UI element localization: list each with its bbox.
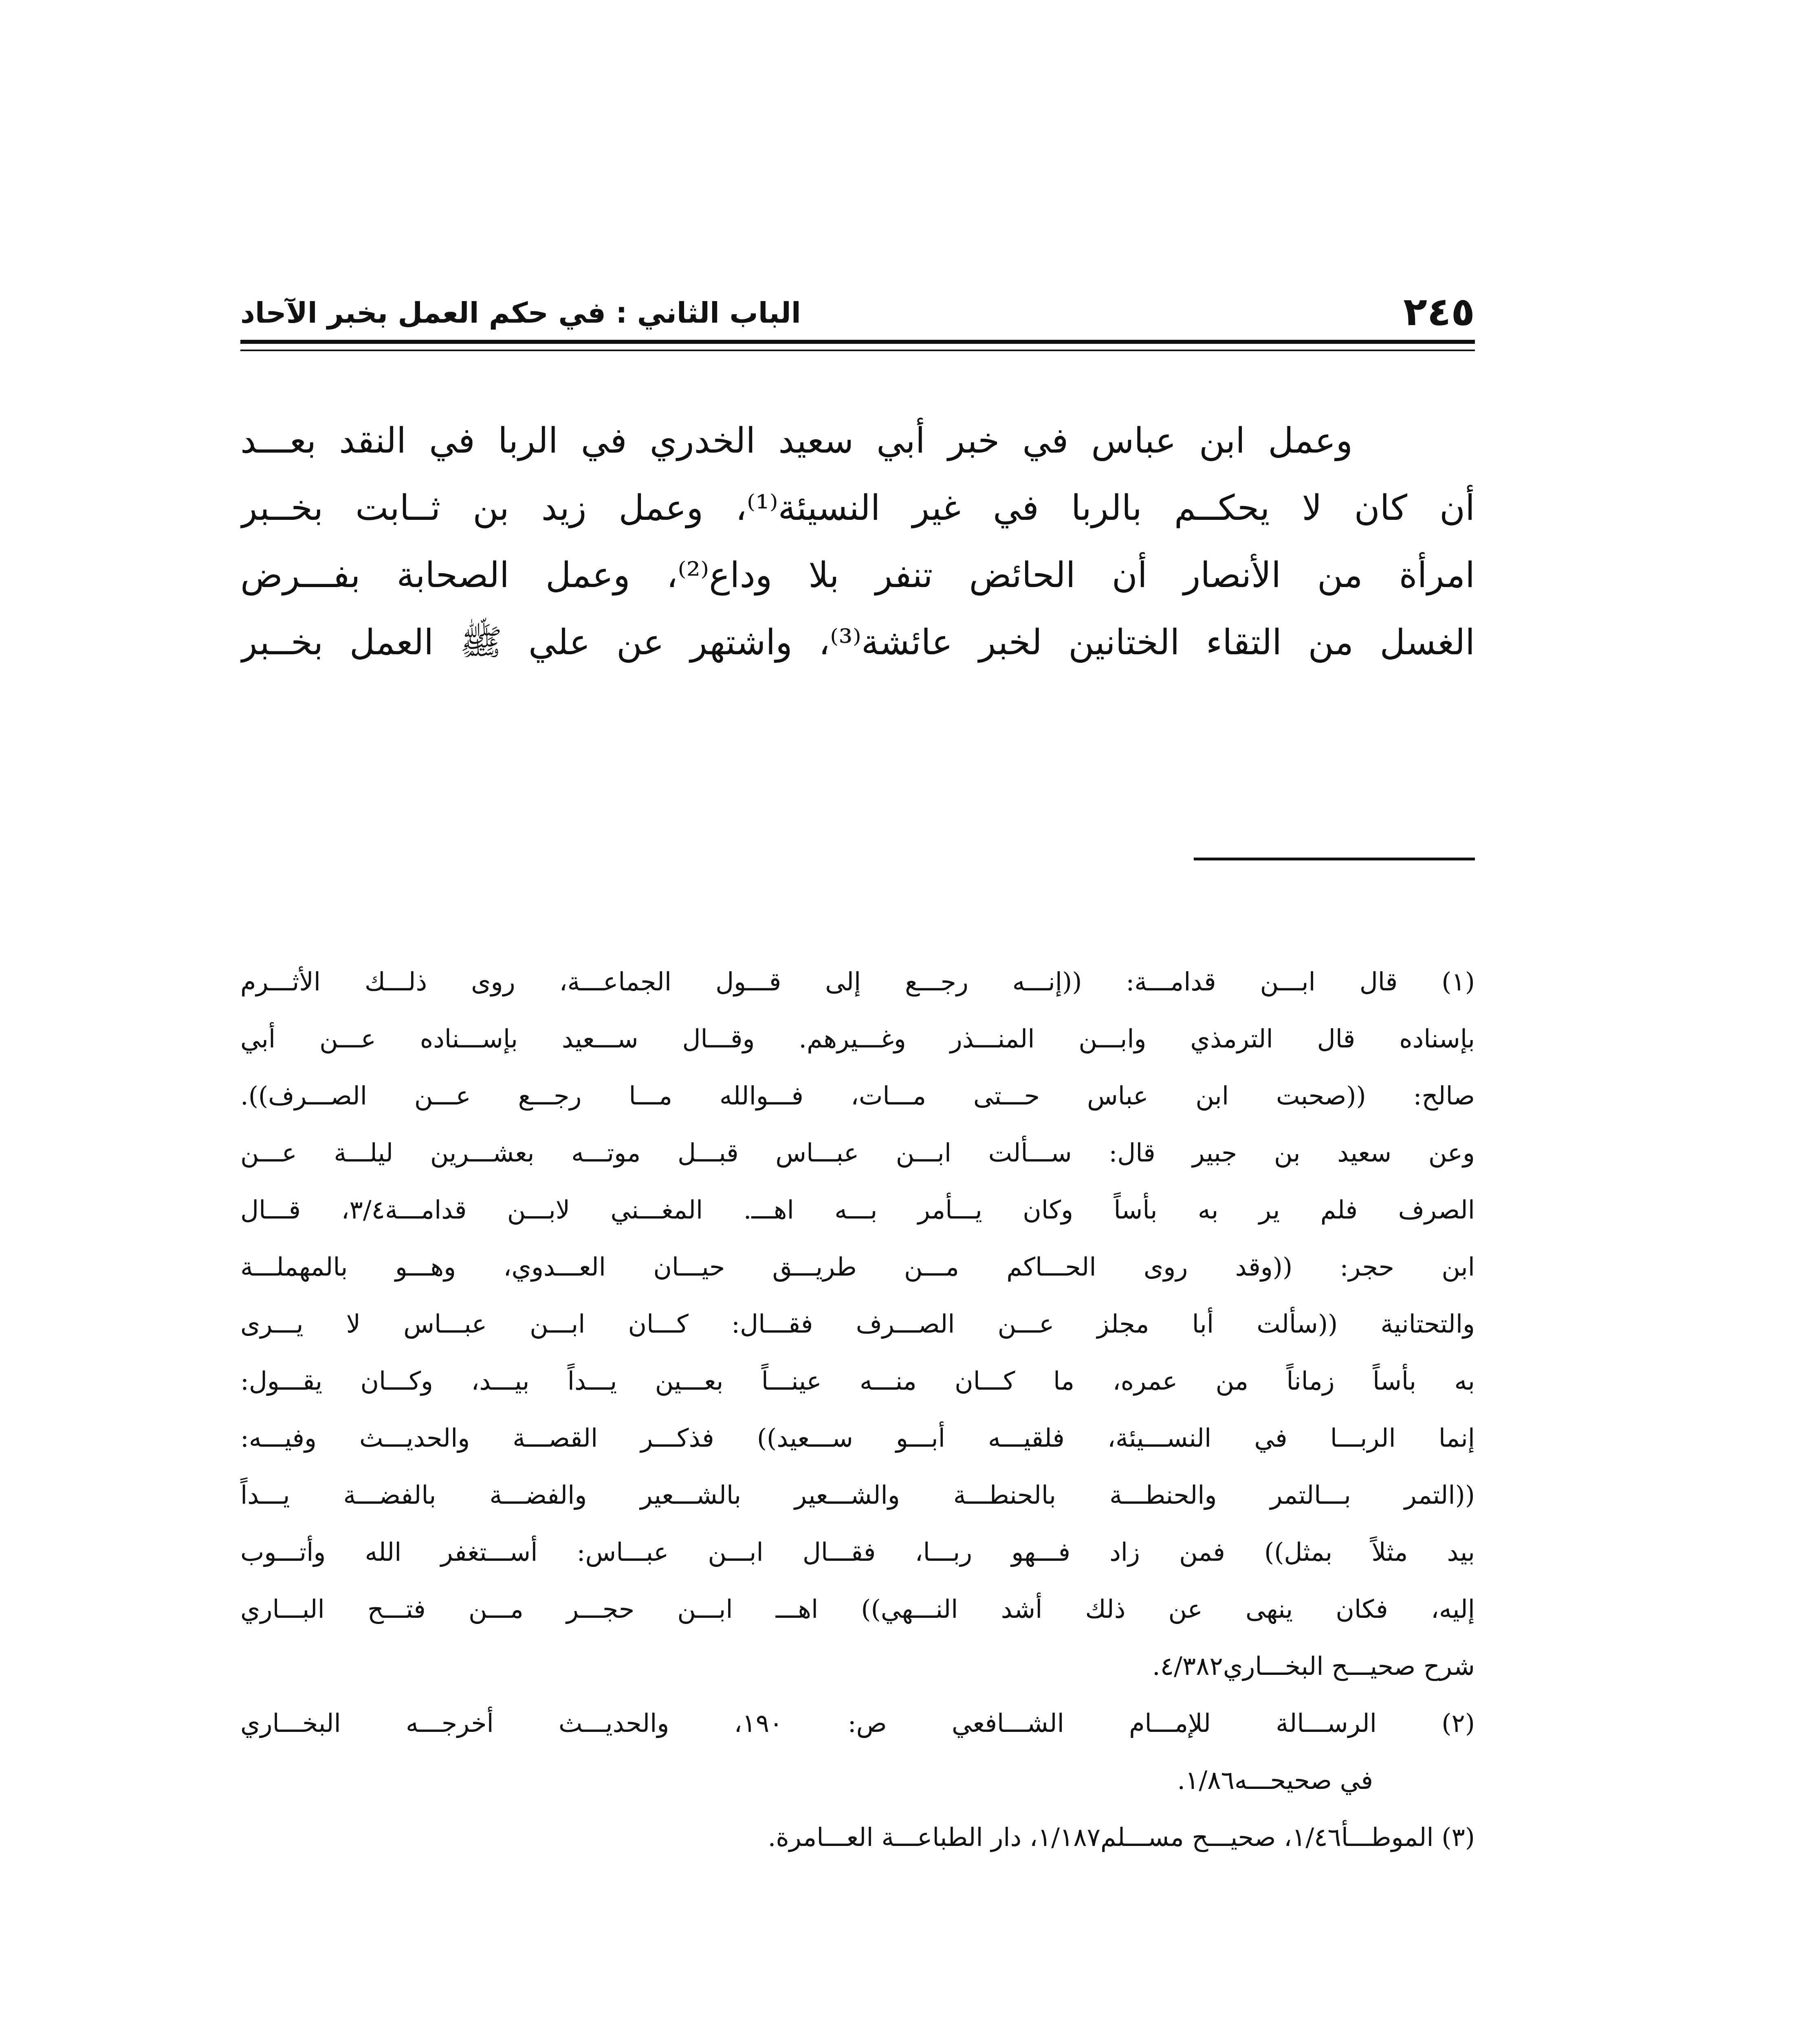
footnote-line: إليه، فكان ينهى عن ذلك أشد النـــهي)) اهـــ ابـــن حجـــر مـــن فتـــح البـــاري: [240, 1594, 1475, 1624]
footnote-line: في صحيحـــه١/٨٦.: [1177, 1765, 1373, 1795]
footnote-line: والتحتانية ((سألت أبا مجلز عـــن الصـــرف فقـــال: كـــان ابـــن عبـــاس لا يـــرى: [240, 1309, 1475, 1339]
running-head: الباب الثاني : في حكم العمل بخبر الآحاد: [240, 296, 801, 330]
main-text: [240, 407, 1475, 676]
footnote-line: (٢) الرســـالة للإمـــام الشـــافعي ص: ١٩٠، والحديـــث أخرجـــه البخـــاري: [240, 1708, 1475, 1738]
footnote-line: ((التمر بـــالتمر والحنطـــة بالحنطـــة والشـــعير بالشـــعير والفضـــة بالفضـــة يـــداً: [240, 1480, 1475, 1510]
footnote-line: به بأساً زماناً من عمره، ما كـــان منـــه عينـــاً بعـــين يـــداً بيـــد، وكـــان يقـــول:: [240, 1366, 1475, 1396]
footnote-separator: [1194, 858, 1475, 860]
footnote-line: (٣) الموطـــأ١/٤٦، صحيـــح مســـلم١/١٨٧، دار الطباعـــة العـــامرة.: [768, 1822, 1475, 1852]
main-line: امرأة من الأنصار أن الحائض تنفر بلا وداع⁽²⁾، وعمل الصحابة بفـــرض: [240, 555, 1475, 596]
footnote-line: الصرف فلم ير به بأساً وكان يـــأمر بـــه اهـــ. المغـــني لابـــن قدامـــة٣/٤، قـــال: [240, 1195, 1475, 1225]
footnote-line: بيد مثلاً بمثل)) فمن زاد فـــهو ربـــا، فقـــال ابـــن عبـــاس: أســـتغفر الله وأتـــوب: [240, 1537, 1475, 1567]
footnote-line: وعن سعيد بن جبير قال: ســـألت ابـــن عبـــاس قبـــل موتـــه بعشـــرين ليلـــة عـــن: [240, 1138, 1475, 1168]
page-number: ٢٤٥: [1403, 289, 1475, 334]
footnote-line: صالح: ((صحبت ابن عباس حـــتى مـــات، فـــوالله مـــا رجـــع عـــن الصـــرف)).: [240, 1081, 1475, 1111]
footnote-line: ابن حجر: ((وقد روى الحـــاكم مـــن طريـــق حيـــان العـــدوي، وهـــو بالمهملـــة: [240, 1252, 1475, 1282]
footnote-line: شرح صحيـــح البخـــاري٤/٣٨٢.: [1152, 1651, 1475, 1681]
page-header: [240, 281, 1475, 338]
footnote-line: (١) قال ابـــن قدامـــة: ((إنـــه رجـــع إلى قـــول الجماعـــة، روى ذلـــك الأثـــرم: [240, 967, 1475, 997]
footnote-line: إنما الربـــا في النســـيئة، فلقيـــه أبـــو ســـعيد)) فذكـــر القصـــة والحديـــث وفيـــه:: [240, 1423, 1475, 1453]
footnotes: [240, 953, 1475, 1866]
main-line: وعمل ابن عباس في خبر أبي سعيد الخدري في الربا في النقد بعـــد: [240, 420, 1353, 461]
header-rule-thick: [240, 340, 1475, 344]
header-rule-thin: [240, 350, 1475, 351]
main-line: الغسل من التقاء الختانين لخبر عائشة⁽³⁾، واشتهر عن علي ﷺ العمل بخــبر: [240, 622, 1475, 663]
footnote-line: بإسناده قال الترمذي وابـــن المنـــذر وغـــيرهم. وقـــال ســـعيد بإســـناده عـــن أبي: [240, 1024, 1475, 1054]
main-line: أن كان لا يحكــم بالربا في غير النسيئة⁽¹⁾، وعمل زيد بن ثــابت بخــبر: [240, 488, 1475, 528]
